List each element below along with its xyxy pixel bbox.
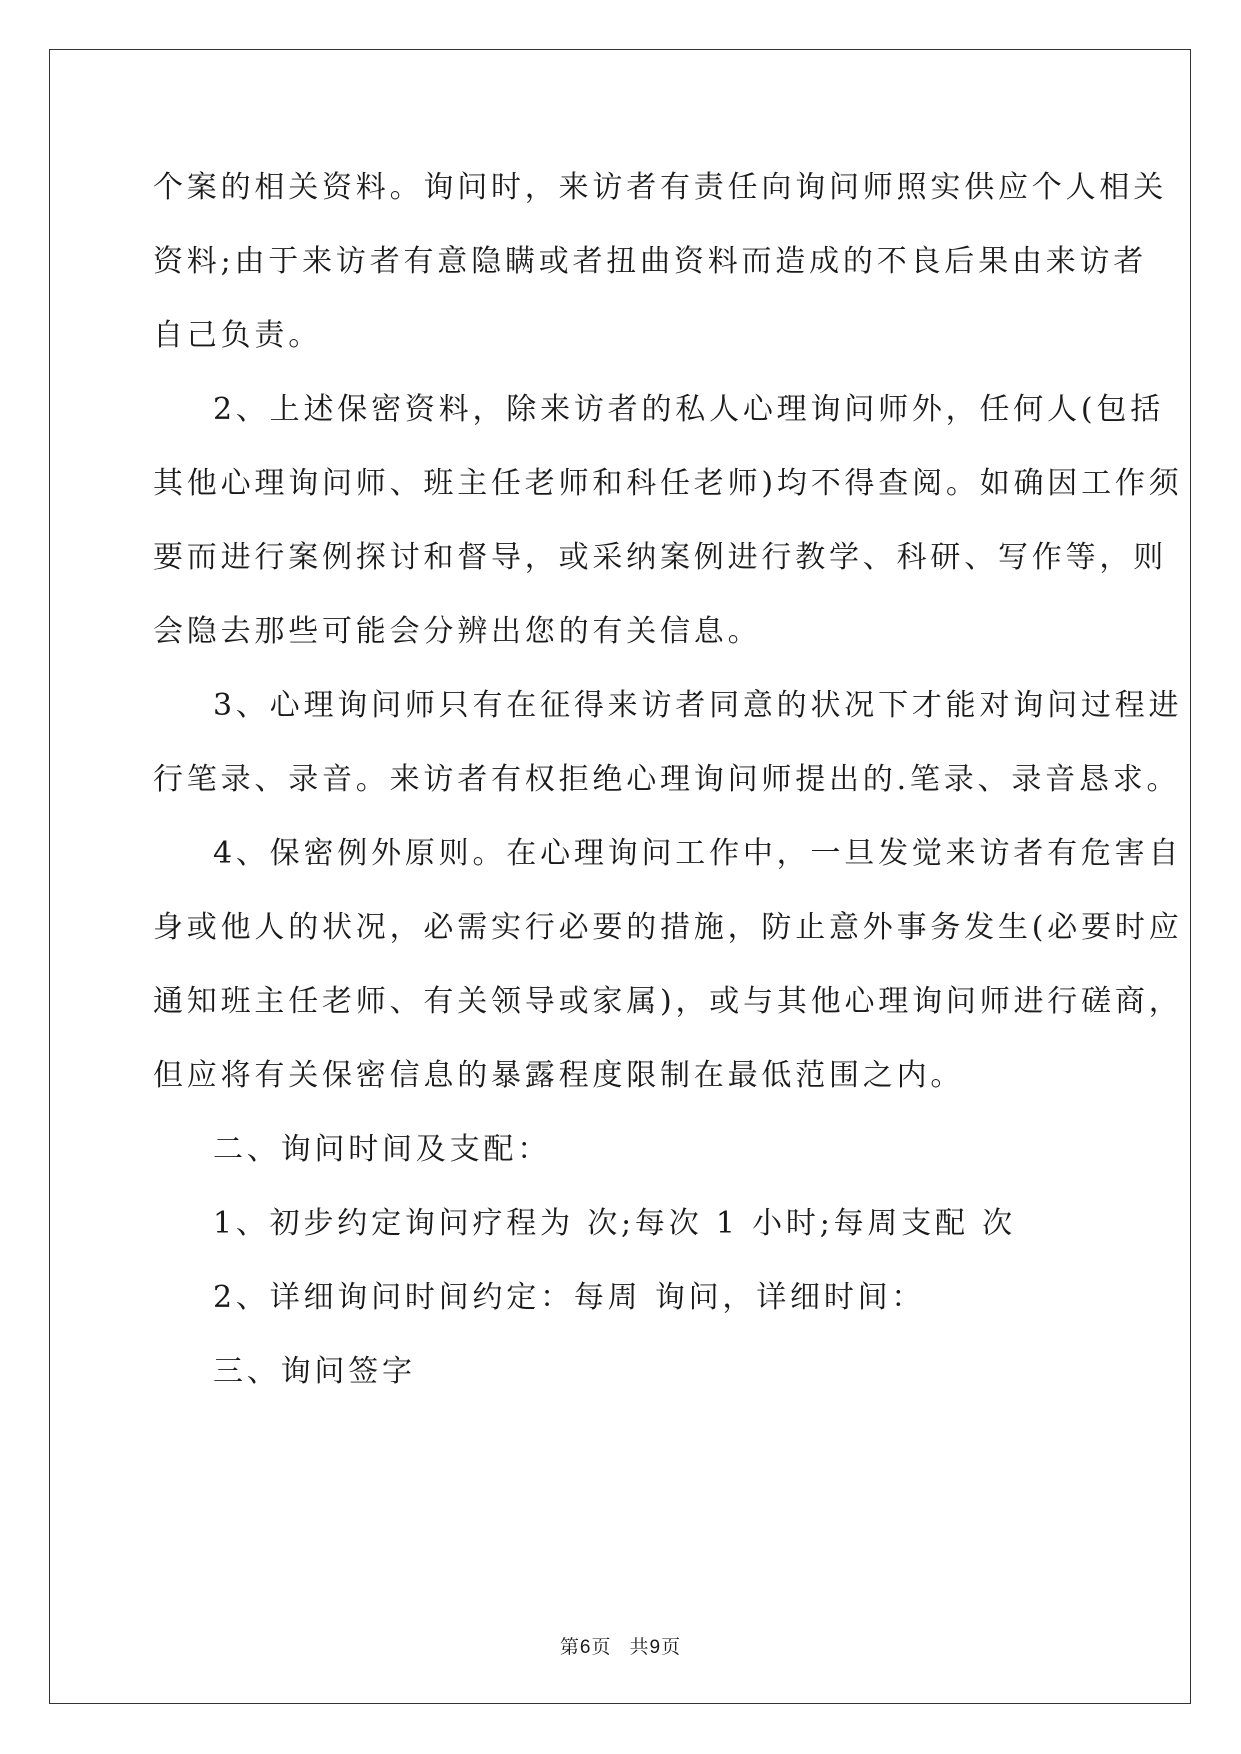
page-border <box>49 49 1191 1704</box>
total-pages: 9 <box>649 1637 662 1658</box>
text-line: 要而进行案例探讨和督导，或采纳案例进行教学、科研、写作等，则 <box>153 540 1167 575</box>
page-footer <box>0 1632 1241 1659</box>
paragraph-start: 3、心理询问师只有在征得来访者同意的状况下才能对询问过程进 <box>213 688 1183 723</box>
footer-prefix: 第 <box>559 1636 580 1658</box>
text-line: 其他心理询问师、班主任老师和科任老师)均不得查阅。如确因工作须 <box>153 466 1183 501</box>
text-line: 资料;由于来访者有意隐瞒或者扭曲资料而造成的不良后果由来访者 <box>153 244 1148 279</box>
paragraph-start: 1、初步约定询问疗程为 次;每次 1 小时;每周支配 次 <box>213 1206 1016 1241</box>
text-line: 但应将有关保密信息的暴露程度限制在最低范围之内。 <box>153 1058 965 1093</box>
text-line: 自己负责。 <box>153 318 322 353</box>
text-line: 行笔录、录音。来访者有权拒绝心理询问师提出的.笔录、录音恳求。 <box>153 762 1181 797</box>
footer-total-prefix: 共 <box>629 1636 650 1658</box>
paragraph-start: 4、保密例外原则。在心理询问工作中，一旦发觉来访者有危害自 <box>213 836 1183 871</box>
paragraph-start: 2、上述保密资料，除来访者的私人心理询问师外，任何人(包括 <box>213 392 1164 427</box>
footer-page-suffix: 页 <box>591 1636 612 1658</box>
footer-total-suffix: 页 <box>661 1636 682 1658</box>
text-line: 个案的相关资料。询问时，来访者有责任向询问师照实供应个人相关 <box>153 170 1167 205</box>
text-line: 通知班主任老师、有关领导或家属)，或与其他心理询问师进行磋商， <box>153 984 1183 1019</box>
section-heading: 三、询问签字 <box>213 1354 416 1389</box>
text-line: 会隐去那些可能会分辨出您的有关信息。 <box>153 614 762 649</box>
text-line: 身或他人的状况，必需实行必要的措施，防止意外事务发生(必要时应 <box>153 910 1183 945</box>
page-number: 6 <box>579 1637 592 1658</box>
paragraph-start: 2、详细询问时间约定：每周 询问，详细时间： <box>213 1280 926 1315</box>
section-heading: 二、询问时间及支配： <box>213 1132 551 1167</box>
